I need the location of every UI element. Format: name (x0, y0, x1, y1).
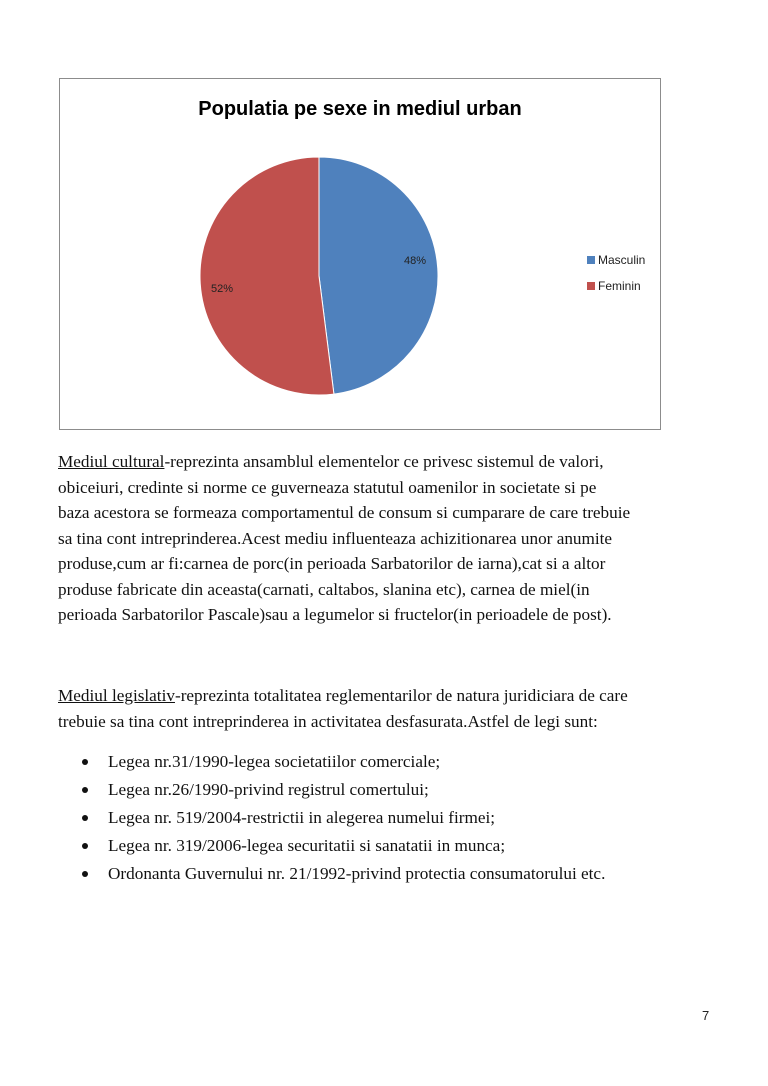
legend-label: Feminin (598, 279, 641, 293)
legend-label: Masculin (598, 253, 646, 267)
cultural-line: -reprezinta ansamblul elementelor ce privesc sistemul de valori, (164, 452, 604, 471)
legislativ-paragraph (58, 683, 714, 734)
law-item: Ordonanta Guvernului nr. 21/1992-privind protectia consumatorului etc. (58, 860, 738, 888)
legend-swatch (587, 256, 595, 264)
cultural-term: Mediul cultural (58, 452, 165, 471)
legislativ-line: -reprezinta totalitatea reglementarilor de natura juridiciara de care (174, 686, 628, 705)
chart-title: Populatia pe sexe in mediul urban (198, 98, 522, 120)
law-item: Legea nr. 319/2006-legea securitatii si sanatatii in munca; (58, 832, 738, 860)
pie-chart-svg (60, 79, 660, 429)
laws-list (58, 748, 738, 888)
law-item: Legea nr. 519/2004-restrictii in alegerea numelui firmei; (58, 804, 738, 832)
legend-swatch (587, 282, 595, 290)
cultural-line: produse fabricate din aceasta(carnati, caltabos, slanina etc), carnea de miel(in (58, 579, 590, 599)
legislativ-line: trebuie sa tina cont intreprinderea in activitatea desfasurata.Astfel de legi sunt: (58, 711, 598, 731)
cultural-paragraph (58, 449, 714, 628)
cultural-line: perioada Sarbatorilor Pascale)sau a legumelor si fructelor(in perioadele de post). (58, 605, 612, 624)
cultural-line: sa tina cont intreprinderea.Acest mediu influenteaza achizitionarea unor anumite (58, 528, 613, 548)
pie-slice-feminin (200, 157, 334, 395)
pie-data-label: 48% (403, 255, 427, 267)
pie-slice-masculin (319, 157, 438, 394)
cultural-line: obiceiuri, credinte si norme ce guverneaza statutul oamenilor in societate si pe (58, 477, 597, 497)
pie-data-label: 52% (210, 283, 234, 295)
law-item: Legea nr.26/1990-privind registrul comertului; (58, 776, 738, 804)
cultural-line: produse,cum ar fi:carnea de porc(in perioada Sarbatorilor de iarna),cat si a altor (58, 554, 606, 573)
page-number: 7 (702, 1008, 710, 1023)
law-item: Legea nr.31/1990-legea societatiilor comerciale; (58, 748, 738, 776)
cultural-line: baza acestora se formeaza comportamentul de consum si cumparare de care trebuie (58, 503, 631, 522)
legislativ-term: Mediul legislativ (58, 686, 175, 705)
pie-chart (59, 78, 661, 430)
